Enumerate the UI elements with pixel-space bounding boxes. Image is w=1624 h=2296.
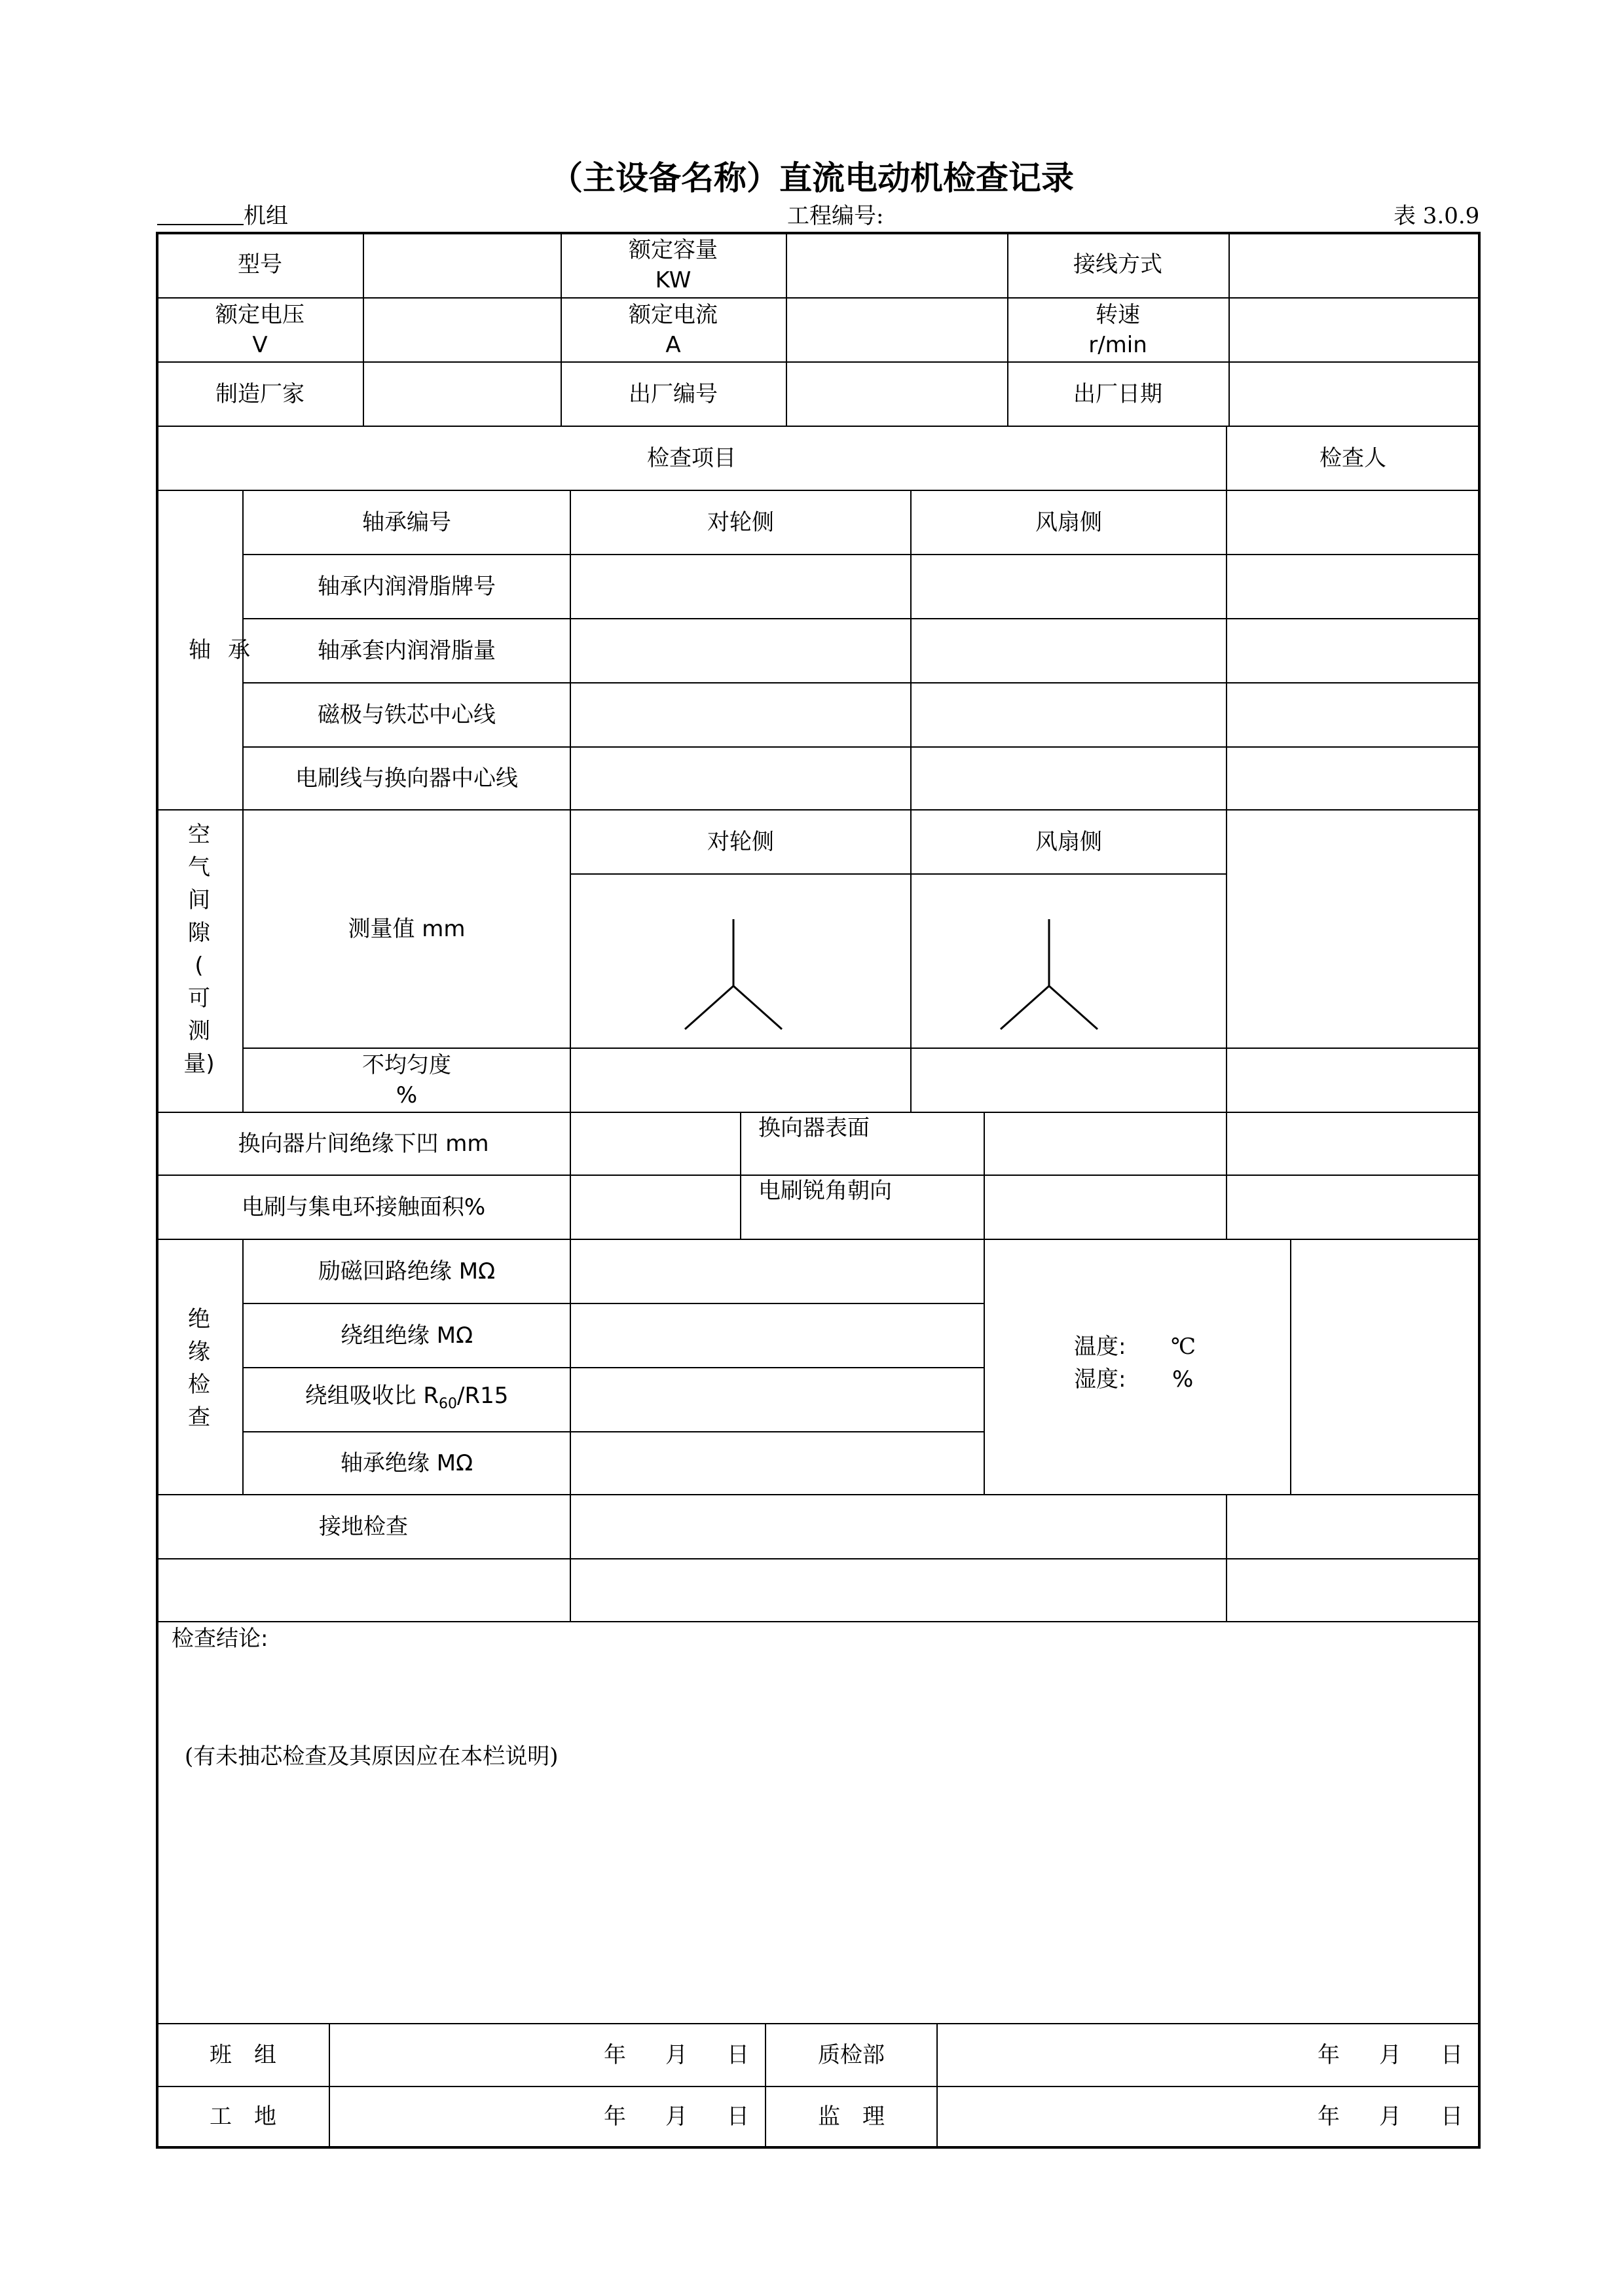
grease-brand-label: 轴承内润滑脂牌号 <box>318 574 496 600</box>
conclusion-field[interactable] <box>158 1656 1479 2010</box>
mica-undercut-label: 换向器片间绝缘下凹 mm <box>238 1131 489 1157</box>
unit-label: 机组 <box>244 203 288 229</box>
speed-field[interactable] <box>1230 299 1479 361</box>
team-day: 日 <box>727 2042 749 2068</box>
insulation-char: 绝 <box>188 1306 210 1332</box>
rated-current-text: 额定电流 <box>629 302 718 328</box>
unevenness-unit: % <box>396 1082 418 1108</box>
air-gap-group-label <box>179 818 219 1080</box>
brush-commutator-centerline-label: 电刷线与换向器中心线 <box>295 765 518 792</box>
grounding-check-field[interactable] <box>571 1495 1226 1558</box>
qc-day: 日 <box>1441 2042 1463 2068</box>
bearing-insulation-label: 轴承绝缘 MΩ <box>340 1450 473 1476</box>
team-year: 年 <box>604 2042 626 2068</box>
bearing-group-char: 轴 <box>189 637 211 663</box>
site-label: 工 地 <box>210 2104 276 2130</box>
manufacture-date-field[interactable] <box>1230 363 1479 426</box>
drive-side-gap-diagram <box>681 917 786 1034</box>
manufacturer-label: 制造厂家 <box>215 381 304 407</box>
air-gap-fan-side-header: 风扇侧 <box>1035 829 1102 855</box>
air-gap-char: 可 <box>188 985 210 1011</box>
rated-capacity-unit: KW <box>655 267 692 293</box>
qc-month: 月 <box>1379 2042 1401 2068</box>
model-field[interactable] <box>364 232 561 297</box>
bearing-number-label: 轴承编号 <box>362 509 451 536</box>
wiring-label: 接线方式 <box>1073 251 1162 278</box>
site-day: 日 <box>727 2104 749 2130</box>
rated-capacity-text: 额定容量 <box>629 237 718 263</box>
insulation-char: 检 <box>188 1372 210 1398</box>
fan-side-gap-diagram <box>997 917 1101 1034</box>
bearing-fan-side-header: 风扇侧 <box>1035 509 1102 536</box>
serial-number-field[interactable] <box>787 363 1007 426</box>
supervision-month: 月 <box>1379 2104 1401 2130</box>
brush-angle-label: 电刷锐角朝向 <box>758 1178 892 1204</box>
air-gap-char: 量) <box>183 1051 215 1077</box>
team-month: 月 <box>665 2042 688 2068</box>
conclusion-label: 检查结论: <box>172 1626 268 1652</box>
bearing-group-label <box>180 634 219 666</box>
measured-value-label: 测量值 mm <box>348 916 466 942</box>
rated-capacity-field[interactable] <box>787 232 1007 297</box>
unevenness-label <box>244 1049 570 1112</box>
bearing-group-char: 承 <box>228 637 250 663</box>
rated-current-unit: A <box>665 332 681 358</box>
inspector-header: 检查人 <box>1320 445 1386 471</box>
grease-amount-label: 轴承套内润滑脂量 <box>318 638 496 664</box>
air-gap-char: 测 <box>188 1018 210 1044</box>
rated-voltage-unit: V <box>252 332 268 358</box>
model-label: 型号 <box>238 251 282 278</box>
speed-label <box>1007 299 1228 361</box>
absorption-ratio-label <box>244 1368 570 1431</box>
humidity-label: 湿度: <box>1074 1366 1126 1393</box>
air-gap-char: ( <box>194 953 204 979</box>
rated-voltage-label <box>157 299 363 361</box>
supervision-year: 年 <box>1318 2104 1340 2130</box>
temperature-label: 温度: <box>1074 1334 1126 1360</box>
air-gap-char: 气 <box>188 854 210 881</box>
project-number-label: 工程编号: <box>787 203 884 229</box>
unevenness-text: 不均匀度 <box>362 1052 451 1078</box>
rated-current-field[interactable] <box>787 299 1007 361</box>
qc-label: 质检部 <box>818 2042 885 2068</box>
unit-blank-line[interactable] <box>157 224 244 225</box>
insulation-char: 查 <box>188 1404 210 1430</box>
inspection-item-header: 检查项目 <box>647 445 736 471</box>
commutator-surface-label: 换向器表面 <box>758 1115 870 1141</box>
air-gap-char: 间 <box>188 887 210 913</box>
absorption-prefix: 绕组吸收比 R <box>304 1382 439 1409</box>
site-year: 年 <box>604 2104 626 2130</box>
site-month: 月 <box>665 2104 688 2130</box>
wiring-field[interactable] <box>1230 232 1479 297</box>
conclusion-note: (有未抽芯检查及其原因应在本栏说明) <box>185 1743 559 1770</box>
speed-text: 转速 <box>1096 302 1140 328</box>
humidity-unit: % <box>1172 1366 1194 1393</box>
air-gap-drive-side-header: 对轮侧 <box>707 829 774 855</box>
qc-year: 年 <box>1318 2042 1340 2068</box>
insulation-group-label <box>179 1303 219 1434</box>
team-label: 班 组 <box>210 2042 276 2068</box>
manufacture-date-label: 出厂日期 <box>1073 381 1162 407</box>
absorption-subscript: 60 <box>439 1395 458 1412</box>
rated-current-label <box>561 299 786 361</box>
bearing-drive-side-header: 对轮侧 <box>707 509 774 536</box>
supervision-label: 监 理 <box>818 2104 885 2130</box>
rated-capacity-label <box>561 233 786 297</box>
rated-voltage-field[interactable] <box>364 299 561 361</box>
serial-number-label: 出厂编号 <box>629 381 718 407</box>
pole-core-centerline-label: 磁极与铁芯中心线 <box>318 702 496 728</box>
temperature-unit: ℃ <box>1171 1334 1196 1360</box>
page-title: （主设备名称）直流电动机检查记录 <box>550 159 1074 197</box>
air-gap-char: 空 <box>188 822 210 848</box>
supervision-day: 日 <box>1441 2104 1463 2130</box>
brush-contact-area-label: 电刷与集电环接触面积% <box>241 1194 486 1220</box>
manufacturer-field[interactable] <box>364 363 561 426</box>
absorption-suffix: /R15 <box>457 1382 509 1409</box>
speed-unit: r/min <box>1088 332 1147 358</box>
blank-row-label[interactable] <box>157 1559 570 1621</box>
table-number: 表 3.0.9 <box>1393 203 1480 229</box>
insulation-char: 缘 <box>188 1339 210 1365</box>
grounding-check-label: 接地检查 <box>319 1514 408 1540</box>
absorption-ratio-text <box>305 1381 509 1419</box>
excitation-insulation-label: 励磁回路绝缘 MΩ <box>318 1258 496 1285</box>
air-gap-char: 隙 <box>188 920 210 946</box>
rated-voltage-text: 额定电压 <box>215 302 304 328</box>
winding-insulation-label: 绕组绝缘 MΩ <box>340 1322 473 1349</box>
